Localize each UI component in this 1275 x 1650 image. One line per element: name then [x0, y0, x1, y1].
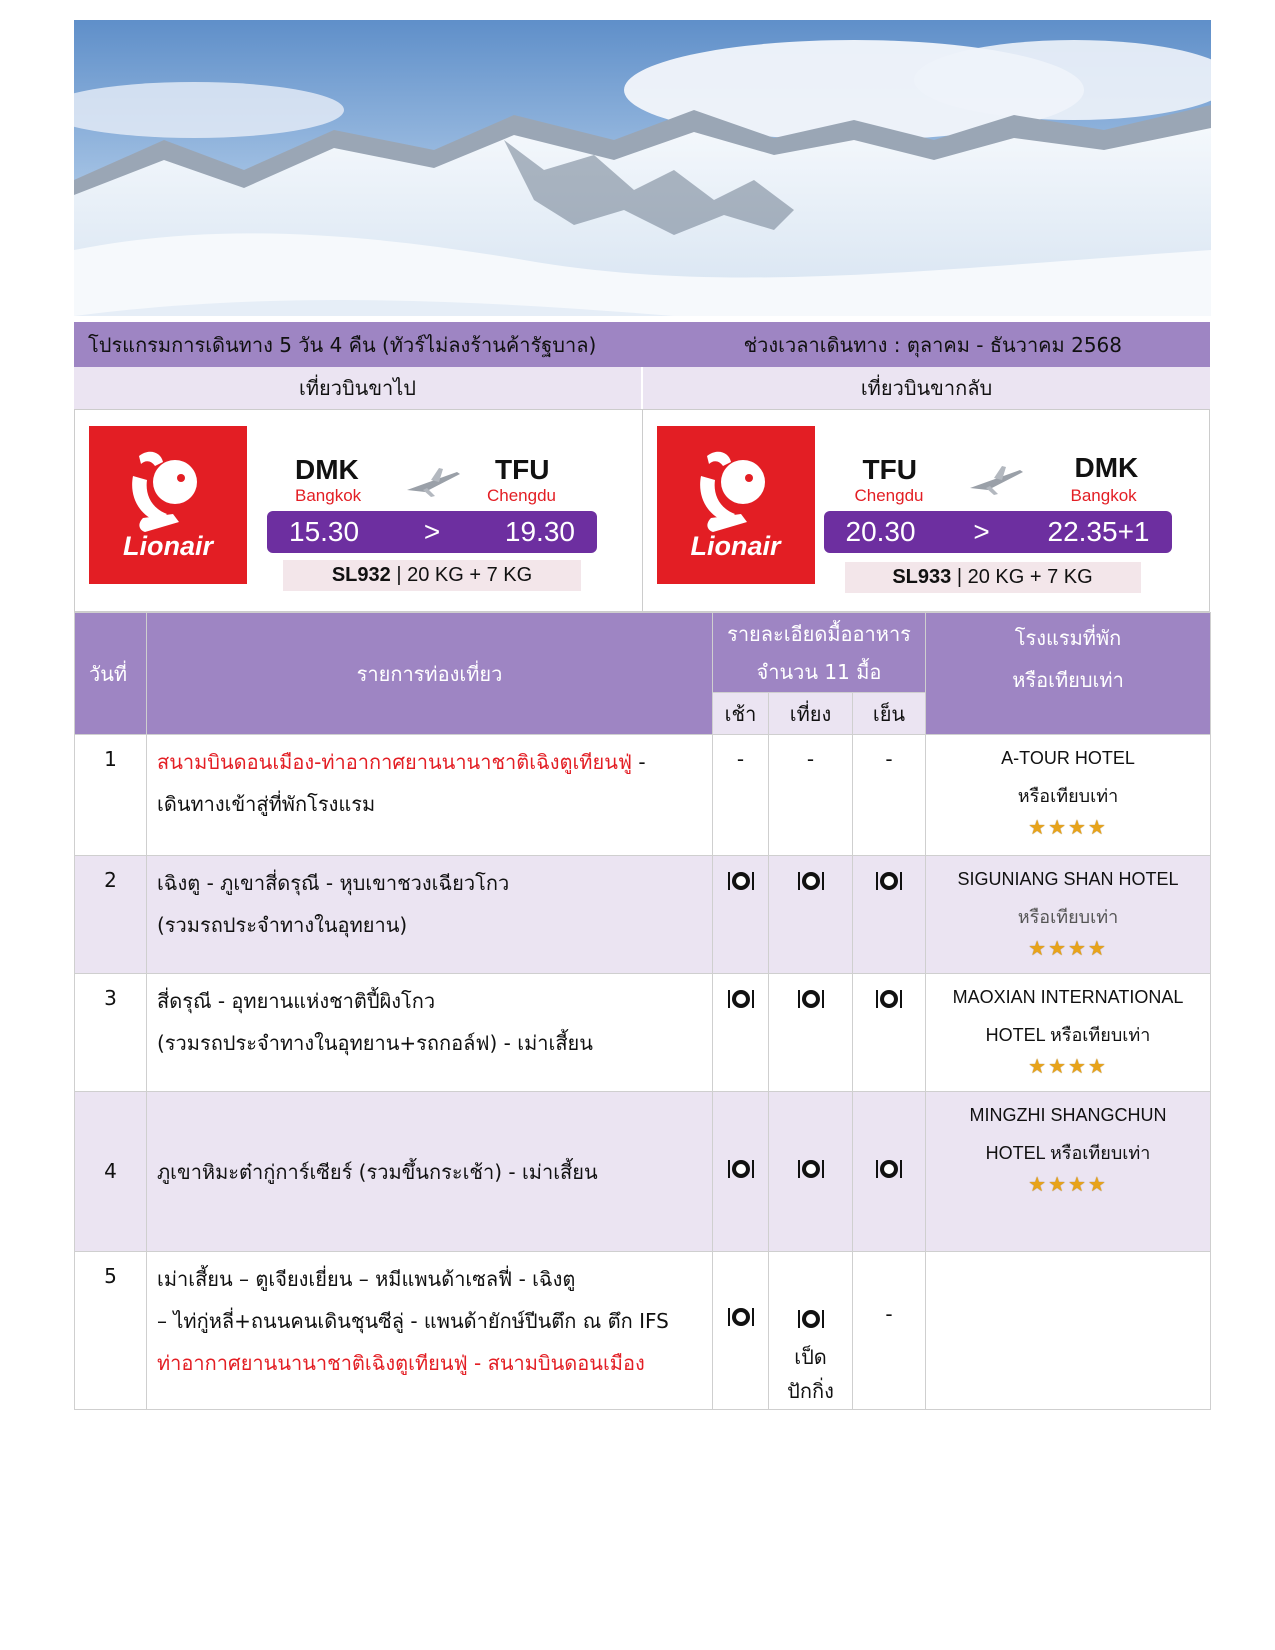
- itinerary-table: [74, 612, 1211, 1410]
- hotel-cell: [926, 856, 1211, 974]
- hotel-name: MINGZHI SHANGCHUN: [969, 1105, 1167, 1125]
- arrow: >: [973, 516, 990, 547]
- breakfast-cell: [713, 1092, 769, 1252]
- description-line: ภูเขาหิมะต๋ากู่การ์เซียร์ (รวมขึ้นกระเช้า) - เม่าเสี้ยน: [157, 1159, 598, 1184]
- description-line: เม่าเสี้ยน – ตูเจียงเยี่ยน – หมีแพนด้าเซลฟี่ - เฉิงตู: [157, 1267, 576, 1291]
- hotel-cell-empty: [926, 1252, 1211, 1410]
- description-line: เดินทางเข้าสู่ที่พักโรงแรม: [157, 792, 376, 816]
- hotel-alt: หรือเทียบเท่า: [1017, 907, 1119, 927]
- hotel-cell: [926, 735, 1211, 856]
- day-number: 4: [75, 1092, 147, 1252]
- lunch-cell: [769, 856, 853, 974]
- dinner-cell: -: [853, 1252, 926, 1410]
- day-description: [147, 1092, 713, 1252]
- dinner-cell: [853, 1092, 926, 1252]
- arrow: >: [423, 516, 441, 547]
- route-text-suffix: -: [632, 750, 646, 774]
- breakfast-cell: -: [713, 735, 769, 856]
- outbound-arrive-time: 19.30: [504, 516, 575, 547]
- hotel-name: A-TOUR HOTEL: [1001, 748, 1135, 768]
- flight-details: [74, 410, 1210, 612]
- plate-cutlery-icon: [727, 1306, 755, 1333]
- day-number: 3: [75, 974, 147, 1092]
- plate-cutlery-icon: [727, 1158, 755, 1185]
- outbound-from-city: Bangkok: [295, 486, 362, 505]
- airplane-icon: [968, 462, 1024, 496]
- dinner-cell: [853, 856, 926, 974]
- flight-headers: [74, 367, 1210, 410]
- table-row: [75, 974, 1211, 1092]
- breakfast-cell: [713, 1252, 769, 1410]
- hotel-cell: [926, 1092, 1211, 1252]
- star-rating-icon: ★★★★: [1028, 938, 1108, 960]
- breakfast-cell: [713, 856, 769, 974]
- plate-cutlery-icon: [797, 1158, 825, 1185]
- return-flight-code: SL933: [892, 566, 952, 588]
- hotel-alt: HOTEL หรือเทียบเท่า: [985, 1143, 1151, 1163]
- header-breakfast: เช้า: [713, 693, 769, 735]
- lunch-cell: [769, 1092, 853, 1252]
- outbound-flight-card: [75, 410, 642, 611]
- plate-cutlery-icon: [875, 870, 903, 897]
- header-hotel-line2: หรือเทียบเท่า: [1012, 668, 1124, 692]
- plate-cutlery-icon: [727, 988, 755, 1015]
- itinerary-document: [74, 322, 1210, 1410]
- outbound-flight-label: เที่ยวบินขาไป: [74, 367, 641, 409]
- outbound-time-bar: [267, 511, 597, 553]
- outbound-to-city: Chengdu: [487, 486, 557, 505]
- program-title: โปรแกรมการเดินทาง 5 วัน 4 คืน (ทัวร์ไม่ลงร้านค้ารัฐบาล): [88, 332, 597, 357]
- route-text: ท่าอากาศยานนานาชาติเฉิงตูเทียนฟู่ - สนามบินดอนเมือง: [157, 1351, 645, 1375]
- return-flight-card: [642, 410, 1210, 611]
- description-line: (รวมรถประจำทางในอุทยาน): [157, 913, 408, 937]
- lunch-note: ปักกิ่ง: [787, 1379, 834, 1403]
- table-row: [75, 856, 1211, 974]
- airplane-icon: [405, 464, 461, 498]
- route-text: สนามบินดอนเมือง-ท่าอากาศยานนานาชาติเฉิงตูเทียนฟู่: [157, 750, 633, 774]
- return-arrive-time: 22.35+1: [1047, 516, 1150, 547]
- return-baggage: | 20 KG + 7 KG: [951, 566, 1093, 588]
- day-number: 5: [75, 1252, 147, 1410]
- header-meals-line2: จำนวน 11 มื้อ: [756, 659, 882, 684]
- outbound-to-code: TFU: [495, 454, 550, 485]
- header-day: วันที่: [75, 613, 147, 735]
- lunch-cell: -: [769, 735, 853, 856]
- banner-image-snow-mountains: [74, 20, 1211, 316]
- dinner-cell: -: [853, 735, 926, 856]
- return-time-bar: [824, 511, 1172, 553]
- hotel-name: SIGUNIANG SHAN HOTEL: [957, 869, 1179, 889]
- outbound-depart-time: 15.30: [289, 516, 360, 547]
- plate-cutlery-icon: [797, 988, 825, 1015]
- hotel-cell: [926, 974, 1211, 1092]
- travel-period: ช่วงเวลาเดินทาง : ตุลาคม - ธันวาคม 2568: [743, 332, 1122, 357]
- dinner-cell: [853, 974, 926, 1092]
- header-program: รายการท่องเที่ยว: [147, 613, 713, 735]
- plate-cutlery-icon: [727, 870, 755, 897]
- hotel-alt: หรือเทียบเท่า: [1017, 786, 1119, 806]
- return-depart-time: 20.30: [845, 516, 916, 547]
- day-description: [147, 856, 713, 974]
- return-flight-label: เที่ยวบินขากลับ: [641, 367, 1210, 409]
- outbound-from-code: DMK: [295, 454, 359, 485]
- lunch-cell: [769, 1252, 853, 1410]
- lion-air-logo: [657, 426, 815, 584]
- plate-cutlery-icon: [875, 988, 903, 1015]
- day-number: 1: [75, 735, 147, 856]
- hotel-name: MAOXIAN INTERNATIONAL: [952, 987, 1184, 1007]
- day-description: [147, 974, 713, 1092]
- star-rating-icon: ★★★★: [1028, 1056, 1108, 1078]
- logo-text: Lionair: [122, 531, 213, 561]
- return-to-city: Bangkok: [1070, 486, 1137, 505]
- header-meals-line1: รายละเอียดมื้ออาหาร: [727, 621, 911, 646]
- plate-cutlery-icon: [797, 1306, 825, 1340]
- day-description: [147, 735, 713, 856]
- header-hotel-line1: โรงแรมที่พัก: [1014, 626, 1122, 650]
- day-number: 2: [75, 856, 147, 974]
- logo-text: Lionair: [690, 531, 781, 561]
- program-title-bar: [74, 322, 1210, 367]
- outbound-flight-number: [283, 560, 581, 591]
- header-meals: [713, 613, 926, 693]
- return-flight-number: [845, 562, 1141, 593]
- plate-cutlery-icon: [875, 1158, 903, 1185]
- lunch-cell: [769, 974, 853, 1092]
- table-row: [75, 1252, 1211, 1410]
- return-from-city: Chengdu: [854, 486, 924, 505]
- star-rating-icon: ★★★★: [1028, 1174, 1108, 1196]
- return-from-code: TFU: [862, 454, 917, 485]
- day-description: [147, 1252, 713, 1410]
- description-line: (รวมรถประจำทางในอุทยาน+รถกอล์ฟ) - เม่าเสี้ยน: [157, 1031, 593, 1055]
- header-hotel: [926, 613, 1211, 735]
- description-line: เฉิงตู - ภูเขาสี่ดรุณี - หุบเขาชวงเฉียวโกว: [157, 871, 510, 895]
- return-to-code: DMK: [1074, 452, 1139, 483]
- outbound-baggage: | 20 KG + 7 KG: [390, 564, 533, 586]
- table-row: [75, 735, 1211, 856]
- description-line: – ไท่กู่หลี่+ถนนคนเดินชุนซีลู่ - แพนด้ายักษ์ปีนตึก ณ ตึก IFS: [157, 1309, 669, 1333]
- lion-air-logo: [89, 426, 247, 584]
- table-row: [75, 1092, 1211, 1252]
- description-line: สี่ดรุณี - อุทยานแห่งชาติปี้ผิงโกว: [157, 989, 436, 1013]
- outbound-flight-code: SL932: [331, 564, 391, 586]
- star-rating-icon: ★★★★: [1028, 817, 1108, 839]
- hotel-alt: HOTEL หรือเทียบเท่า: [985, 1025, 1151, 1045]
- lunch-note: เป็ด: [794, 1345, 827, 1369]
- breakfast-cell: [713, 974, 769, 1092]
- header-lunch: เที่ยง: [769, 693, 853, 735]
- plate-cutlery-icon: [797, 870, 825, 897]
- header-dinner: เย็น: [853, 693, 926, 735]
